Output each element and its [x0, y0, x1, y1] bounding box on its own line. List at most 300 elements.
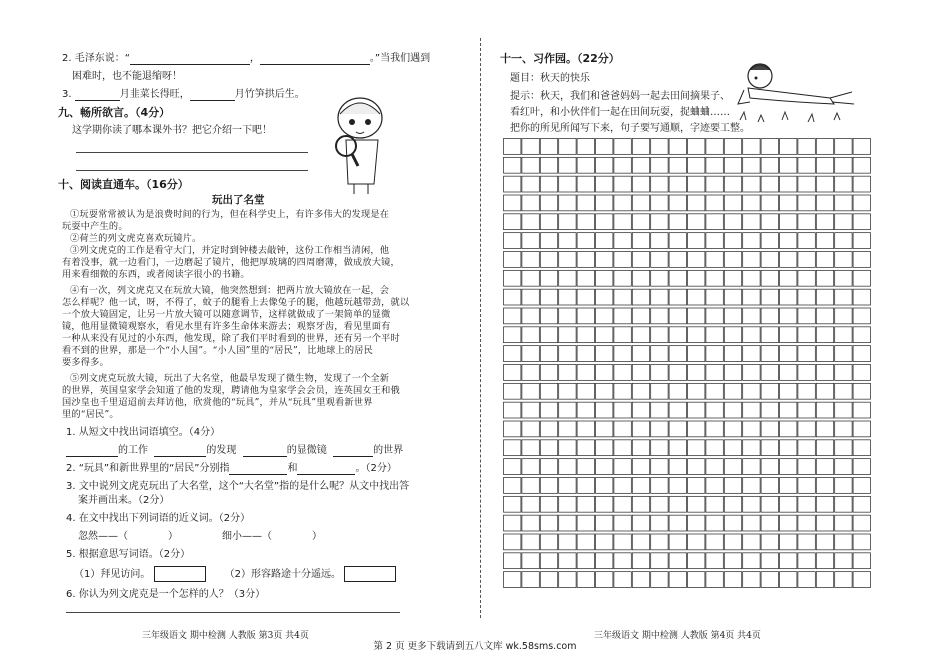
grid-cell[interactable] — [522, 157, 539, 173]
grid-cell[interactable] — [743, 195, 760, 211]
grid-cell[interactable] — [743, 440, 760, 456]
grid-cell[interactable] — [835, 289, 852, 305]
grid-cell[interactable] — [688, 440, 705, 456]
grid-cell[interactable] — [724, 365, 741, 381]
grid-cell[interactable] — [688, 214, 705, 230]
grid-cell[interactable] — [596, 327, 613, 343]
grid-cell[interactable] — [596, 515, 613, 531]
grid-cell[interactable] — [688, 139, 705, 155]
grid-cell[interactable] — [706, 176, 723, 192]
grid-cell[interactable] — [669, 515, 686, 531]
grid-cell[interactable] — [798, 270, 815, 286]
grid-cell[interactable] — [761, 157, 778, 173]
grid-cell[interactable] — [632, 289, 649, 305]
grid-cell[interactable] — [596, 289, 613, 305]
grid-cell[interactable] — [853, 478, 870, 494]
grid-cell[interactable] — [798, 252, 815, 268]
answer-line-1[interactable] — [76, 152, 308, 153]
grid-cell[interactable] — [669, 365, 686, 381]
grid-cell[interactable] — [743, 214, 760, 230]
grid-cell[interactable] — [522, 365, 539, 381]
grid-cell[interactable] — [743, 459, 760, 475]
grid-cell[interactable] — [743, 346, 760, 362]
grid-cell[interactable] — [706, 440, 723, 456]
grid-cell[interactable] — [540, 421, 557, 437]
grid-cell[interactable] — [798, 327, 815, 343]
grid-cell[interactable] — [504, 515, 521, 531]
grid-cell[interactable] — [835, 515, 852, 531]
grid-cell[interactable] — [706, 421, 723, 437]
grid-cell[interactable] — [724, 534, 741, 550]
grid-cell[interactable] — [504, 440, 521, 456]
grid-cell[interactable] — [743, 308, 760, 324]
grid-cell[interactable] — [596, 496, 613, 512]
grid-cell[interactable] — [853, 139, 870, 155]
q3-blank-2[interactable] — [190, 90, 235, 101]
grid-cell[interactable] — [780, 346, 797, 362]
grid-cell[interactable] — [835, 308, 852, 324]
grid-cell[interactable] — [798, 139, 815, 155]
grid-cell[interactable] — [669, 157, 686, 173]
grid-cell[interactable] — [853, 176, 870, 192]
grid-cell[interactable] — [816, 515, 833, 531]
grid-cell[interactable] — [559, 402, 576, 418]
grid-cell[interactable] — [798, 157, 815, 173]
grid-cell[interactable] — [743, 478, 760, 494]
grid-cell[interactable] — [816, 421, 833, 437]
grid-cell[interactable] — [780, 402, 797, 418]
grid-cell[interactable] — [798, 346, 815, 362]
grid-cell[interactable] — [651, 252, 668, 268]
grid-cell[interactable] — [688, 252, 705, 268]
grid-cell[interactable] — [614, 233, 631, 249]
grid-cell[interactable] — [798, 233, 815, 249]
grid-cell[interactable] — [835, 534, 852, 550]
q2-blank-2[interactable] — [260, 54, 370, 65]
grid-cell[interactable] — [504, 157, 521, 173]
grid-cell[interactable] — [559, 327, 576, 343]
grid-cell[interactable] — [780, 572, 797, 588]
grid-cell[interactable] — [559, 572, 576, 588]
grid-cell[interactable] — [669, 176, 686, 192]
grid-cell[interactable] — [577, 459, 594, 475]
grid-cell[interactable] — [724, 346, 741, 362]
grid-cell[interactable] — [596, 157, 613, 173]
grid-cell[interactable] — [780, 327, 797, 343]
grid-cell[interactable] — [540, 157, 557, 173]
grid-cell[interactable] — [651, 327, 668, 343]
grid-cell[interactable] — [651, 195, 668, 211]
grid-cell[interactable] — [522, 440, 539, 456]
grid-cell[interactable] — [761, 421, 778, 437]
grid-cell[interactable] — [540, 139, 557, 155]
grid-cell[interactable] — [706, 402, 723, 418]
grid-cell[interactable] — [669, 534, 686, 550]
grid-cell[interactable] — [522, 383, 539, 399]
grid-cell[interactable] — [688, 421, 705, 437]
grid-cell[interactable] — [724, 383, 741, 399]
q3-blank-1[interactable] — [75, 90, 120, 101]
grid-cell[interactable] — [853, 534, 870, 550]
grid-cell[interactable] — [651, 308, 668, 324]
grid-cell[interactable] — [761, 478, 778, 494]
grid-cell[interactable] — [816, 459, 833, 475]
grid-cell[interactable] — [522, 176, 539, 192]
grid-cell[interactable] — [504, 252, 521, 268]
grid-cell[interactable] — [706, 383, 723, 399]
grid-cell[interactable] — [706, 270, 723, 286]
grid-cell[interactable] — [761, 252, 778, 268]
grid-cell[interactable] — [540, 289, 557, 305]
q1-blank-4[interactable] — [333, 446, 373, 457]
grid-cell[interactable] — [853, 440, 870, 456]
grid-cell[interactable] — [596, 195, 613, 211]
grid-cell[interactable] — [724, 553, 741, 569]
grid-cell[interactable] — [559, 233, 576, 249]
grid-cell[interactable] — [540, 327, 557, 343]
grid-cell[interactable] — [835, 365, 852, 381]
grid-cell[interactable] — [577, 308, 594, 324]
grid-cell[interactable] — [577, 327, 594, 343]
grid-cell[interactable] — [724, 289, 741, 305]
grid-cell[interactable] — [798, 289, 815, 305]
grid-cell[interactable] — [559, 157, 576, 173]
grid-cell[interactable] — [706, 478, 723, 494]
grid-cell[interactable] — [651, 270, 668, 286]
grid-cell[interactable] — [504, 553, 521, 569]
grid-cell[interactable] — [614, 572, 631, 588]
grid-cell[interactable] — [577, 534, 594, 550]
grid-cell[interactable] — [559, 195, 576, 211]
grid-cell[interactable] — [632, 478, 649, 494]
grid-cell[interactable] — [688, 402, 705, 418]
grid-cell[interactable] — [743, 270, 760, 286]
grid-cell[interactable] — [614, 327, 631, 343]
grid-cell[interactable] — [614, 534, 631, 550]
grid-cell[interactable] — [522, 572, 539, 588]
grid-cell[interactable] — [816, 327, 833, 343]
grid-cell[interactable] — [559, 139, 576, 155]
grid-cell[interactable] — [853, 553, 870, 569]
grid-cell[interactable] — [761, 139, 778, 155]
grid-cell[interactable] — [798, 421, 815, 437]
grid-cell[interactable] — [816, 233, 833, 249]
grid-cell[interactable] — [780, 459, 797, 475]
grid-cell[interactable] — [504, 308, 521, 324]
grid-cell[interactable] — [780, 496, 797, 512]
grid-cell[interactable] — [706, 459, 723, 475]
grid-cell[interactable] — [780, 289, 797, 305]
grid-cell[interactable] — [798, 383, 815, 399]
grid-cell[interactable] — [780, 478, 797, 494]
grid-cell[interactable] — [816, 270, 833, 286]
q2-blank-b[interactable] — [297, 464, 355, 475]
grid-cell[interactable] — [559, 515, 576, 531]
grid-cell[interactable] — [798, 553, 815, 569]
grid-cell[interactable] — [835, 553, 852, 569]
grid-cell[interactable] — [743, 365, 760, 381]
grid-cell[interactable] — [743, 402, 760, 418]
grid-cell[interactable] — [596, 176, 613, 192]
grid-cell[interactable] — [614, 157, 631, 173]
grid-cell[interactable] — [835, 496, 852, 512]
grid-cell[interactable] — [614, 515, 631, 531]
grid-cell[interactable] — [596, 139, 613, 155]
grid-cell[interactable] — [780, 139, 797, 155]
grid-cell[interactable] — [504, 459, 521, 475]
grid-cell[interactable] — [853, 365, 870, 381]
grid-cell[interactable] — [522, 553, 539, 569]
grid-cell[interactable] — [706, 496, 723, 512]
grid-cell[interactable] — [724, 252, 741, 268]
grid-cell[interactable] — [559, 421, 576, 437]
grid-cell[interactable] — [632, 365, 649, 381]
grid-cell[interactable] — [816, 478, 833, 494]
grid-cell[interactable] — [540, 402, 557, 418]
grid-cell[interactable] — [669, 478, 686, 494]
grid-cell[interactable] — [816, 346, 833, 362]
grid-cell[interactable] — [504, 572, 521, 588]
grid-cell[interactable] — [761, 308, 778, 324]
grid-cell[interactable] — [761, 383, 778, 399]
grid-cell[interactable] — [577, 515, 594, 531]
grid-cell[interactable] — [724, 496, 741, 512]
grid-cell[interactable] — [504, 402, 521, 418]
grid-cell[interactable] — [522, 270, 539, 286]
grid-cell[interactable] — [540, 195, 557, 211]
grid-cell[interactable] — [651, 440, 668, 456]
grid-cell[interactable] — [540, 383, 557, 399]
grid-cell[interactable] — [596, 270, 613, 286]
grid-cell[interactable] — [688, 233, 705, 249]
grid-cell[interactable] — [540, 515, 557, 531]
grid-cell[interactable] — [577, 214, 594, 230]
grid-cell[interactable] — [724, 195, 741, 211]
grid-cell[interactable] — [614, 440, 631, 456]
grid-cell[interactable] — [669, 496, 686, 512]
grid-cell[interactable] — [853, 572, 870, 588]
grid-cell[interactable] — [853, 270, 870, 286]
grid-cell[interactable] — [632, 534, 649, 550]
grid-cell[interactable] — [596, 308, 613, 324]
grid-cell[interactable] — [632, 440, 649, 456]
grid-cell[interactable] — [632, 252, 649, 268]
grid-cell[interactable] — [816, 496, 833, 512]
grid-cell[interactable] — [651, 214, 668, 230]
grid-cell[interactable] — [651, 402, 668, 418]
grid-cell[interactable] — [743, 421, 760, 437]
grid-cell[interactable] — [632, 270, 649, 286]
q2-blank-1[interactable] — [130, 54, 250, 65]
grid-cell[interactable] — [743, 572, 760, 588]
grid-cell[interactable] — [577, 289, 594, 305]
grid-cell[interactable] — [743, 289, 760, 305]
grid-cell[interactable] — [669, 383, 686, 399]
grid-cell[interactable] — [540, 478, 557, 494]
grid-cell[interactable] — [651, 459, 668, 475]
grid-cell[interactable] — [522, 252, 539, 268]
grid-cell[interactable] — [651, 383, 668, 399]
grid-cell[interactable] — [540, 496, 557, 512]
grid-cell[interactable] — [596, 402, 613, 418]
grid-cell[interactable] — [798, 496, 815, 512]
grid-cell[interactable] — [577, 252, 594, 268]
grid-cell[interactable] — [651, 157, 668, 173]
grid-cell[interactable] — [688, 346, 705, 362]
grid-cell[interactable] — [522, 308, 539, 324]
grid-cell[interactable] — [632, 383, 649, 399]
grid-cell[interactable] — [816, 383, 833, 399]
grid-cell[interactable] — [853, 383, 870, 399]
grid-cell[interactable] — [724, 139, 741, 155]
grid-cell[interactable] — [522, 496, 539, 512]
grid-cell[interactable] — [761, 440, 778, 456]
grid-cell[interactable] — [577, 402, 594, 418]
grid-cell[interactable] — [816, 534, 833, 550]
grid-cell[interactable] — [577, 365, 594, 381]
grid-cell[interactable] — [651, 496, 668, 512]
grid-cell[interactable] — [559, 270, 576, 286]
grid-cell[interactable] — [614, 383, 631, 399]
grid-cell[interactable] — [780, 383, 797, 399]
grid-cell[interactable] — [743, 327, 760, 343]
q5-answer-box-a[interactable] — [154, 566, 206, 582]
grid-cell[interactable] — [596, 459, 613, 475]
grid-cell[interactable] — [724, 572, 741, 588]
grid-cell[interactable] — [632, 176, 649, 192]
grid-cell[interactable] — [504, 496, 521, 512]
grid-cell[interactable] — [706, 289, 723, 305]
grid-cell[interactable] — [835, 459, 852, 475]
grid-cell[interactable] — [596, 233, 613, 249]
grid-cell[interactable] — [780, 270, 797, 286]
grid-cell[interactable] — [761, 496, 778, 512]
grid-cell[interactable] — [632, 553, 649, 569]
answer-line-2[interactable] — [76, 170, 308, 171]
grid-cell[interactable] — [761, 214, 778, 230]
grid-cell[interactable] — [706, 515, 723, 531]
grid-cell[interactable] — [724, 214, 741, 230]
grid-cell[interactable] — [688, 327, 705, 343]
grid-cell[interactable] — [540, 459, 557, 475]
grid-cell[interactable] — [504, 365, 521, 381]
grid-cell[interactable] — [504, 478, 521, 494]
grid-cell[interactable] — [577, 572, 594, 588]
grid-cell[interactable] — [577, 139, 594, 155]
grid-cell[interactable] — [780, 252, 797, 268]
grid-cell[interactable] — [504, 346, 521, 362]
grid-cell[interactable] — [743, 496, 760, 512]
grid-cell[interactable] — [504, 383, 521, 399]
writing-grid[interactable] — [503, 138, 871, 590]
grid-cell[interactable] — [743, 176, 760, 192]
grid-cell[interactable] — [669, 233, 686, 249]
grid-cell[interactable] — [853, 421, 870, 437]
grid-cell[interactable] — [816, 365, 833, 381]
grid-cell[interactable] — [688, 157, 705, 173]
grid-cell[interactable] — [669, 252, 686, 268]
grid-cell[interactable] — [504, 195, 521, 211]
grid-cell[interactable] — [559, 459, 576, 475]
grid-cell[interactable] — [651, 233, 668, 249]
grid-cell[interactable] — [577, 478, 594, 494]
grid-cell[interactable] — [577, 233, 594, 249]
grid-cell[interactable] — [761, 195, 778, 211]
grid-cell[interactable] — [504, 270, 521, 286]
grid-cell[interactable] — [743, 252, 760, 268]
grid-cell[interactable] — [724, 515, 741, 531]
grid-cell[interactable] — [522, 534, 539, 550]
grid-cell[interactable] — [614, 308, 631, 324]
grid-cell[interactable] — [540, 308, 557, 324]
grid-cell[interactable] — [835, 214, 852, 230]
grid-cell[interactable] — [835, 402, 852, 418]
q5-answer-box-b[interactable] — [344, 566, 396, 582]
grid-cell[interactable] — [688, 365, 705, 381]
grid-cell[interactable] — [798, 459, 815, 475]
grid-cell[interactable] — [651, 346, 668, 362]
grid-cell[interactable] — [798, 440, 815, 456]
grid-cell[interactable] — [780, 440, 797, 456]
grid-cell[interactable] — [504, 289, 521, 305]
q6-answer-line[interactable] — [66, 612, 400, 613]
grid-cell[interactable] — [540, 252, 557, 268]
grid-cell[interactable] — [706, 139, 723, 155]
grid-cell[interactable] — [504, 214, 521, 230]
grid-cell[interactable] — [522, 478, 539, 494]
grid-cell[interactable] — [504, 176, 521, 192]
grid-cell[interactable] — [816, 139, 833, 155]
grid-cell[interactable] — [614, 478, 631, 494]
grid-cell[interactable] — [669, 459, 686, 475]
grid-cell[interactable] — [522, 289, 539, 305]
grid-cell[interactable] — [853, 157, 870, 173]
q1-blank-2[interactable] — [154, 446, 206, 457]
grid-cell[interactable] — [522, 346, 539, 362]
grid-cell[interactable] — [688, 176, 705, 192]
grid-cell[interactable] — [706, 157, 723, 173]
grid-cell[interactable] — [632, 195, 649, 211]
grid-cell[interactable] — [853, 327, 870, 343]
grid-cell[interactable] — [522, 421, 539, 437]
grid-cell[interactable] — [688, 478, 705, 494]
grid-cell[interactable] — [669, 327, 686, 343]
grid-cell[interactable] — [522, 139, 539, 155]
grid-cell[interactable] — [614, 553, 631, 569]
grid-cell[interactable] — [504, 534, 521, 550]
grid-cell[interactable] — [688, 459, 705, 475]
grid-cell[interactable] — [669, 270, 686, 286]
grid-cell[interactable] — [724, 440, 741, 456]
grid-cell[interactable] — [540, 176, 557, 192]
grid-cell[interactable] — [835, 346, 852, 362]
grid-cell[interactable] — [761, 515, 778, 531]
grid-cell[interactable] — [724, 308, 741, 324]
grid-cell[interactable] — [780, 308, 797, 324]
grid-cell[interactable] — [559, 214, 576, 230]
grid-cell[interactable] — [724, 402, 741, 418]
grid-cell[interactable] — [724, 478, 741, 494]
grid-cell[interactable] — [577, 157, 594, 173]
grid-cell[interactable] — [540, 346, 557, 362]
grid-cell[interactable] — [651, 553, 668, 569]
grid-cell[interactable] — [688, 515, 705, 531]
grid-cell[interactable] — [798, 214, 815, 230]
grid-cell[interactable] — [522, 233, 539, 249]
grid-cell[interactable] — [596, 252, 613, 268]
grid-cell[interactable] — [761, 289, 778, 305]
grid-cell[interactable] — [669, 572, 686, 588]
